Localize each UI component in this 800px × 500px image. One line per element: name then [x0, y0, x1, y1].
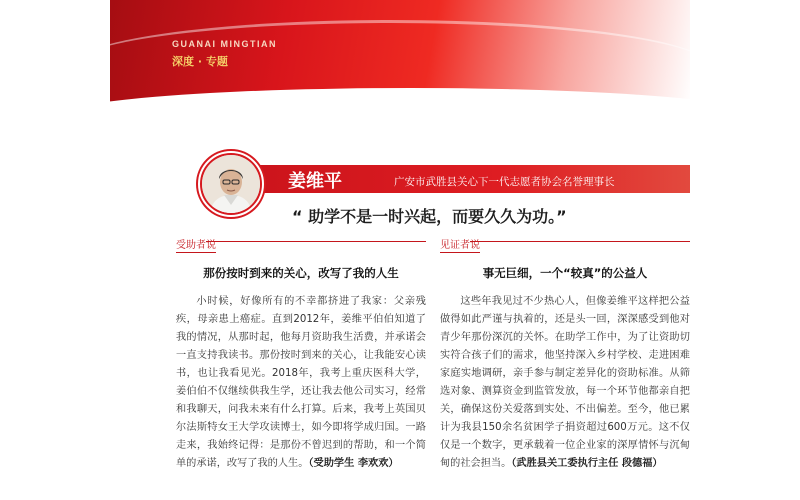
section-kicker-english: GUANAI MINGTIAN — [172, 39, 277, 49]
pull-quote: “ 助学不是一时兴起，而要久久为功。” — [292, 207, 567, 226]
column-body — [176, 293, 426, 473]
profile-name: 姜维平 — [288, 171, 342, 192]
witness-column — [440, 233, 690, 473]
tag-divider — [470, 241, 690, 242]
column-title: 事无巨细，一个“较真”的公益人 — [482, 266, 648, 280]
banner-wave-cutout — [110, 88, 690, 148]
column-title: 那份按时到来的关心，改写了我的人生 — [203, 266, 399, 280]
column-signature: （受助学生 李欢欢） — [308, 458, 399, 469]
column-body-text: 小时候，好像所有的不幸都挤进了我家：父亲残疾，母亲患上癌症。直到2012年，姜维平伯伯知道了我的情况，从那时起，他每月资助我生活费，并承诺会一直支持我读书。那份按时到来的关心，让我能安心读书，也让我看见光。2018年，我考上重庆医科大学，姜伯伯不仅继续供我生学，还让我去他公司实习，经常和我聊天，问我未来有什么打算。后来，我考上英国贝尔法斯特女王大学攻读博士，如今即将学成归国。一路走来，我始终记得：是那份不曾迟到的帮助，和一个简单的承诺，改写了我的人生。 — [176, 296, 426, 469]
column-tag: 受助者说 — [176, 236, 216, 253]
column-signature: （武胜县关工委执行主任 段德福） — [511, 458, 663, 469]
section-kicker-chinese: 深度 · 专题 — [172, 55, 228, 68]
column-tag: 见证者说 — [440, 236, 480, 253]
column-body-text: 这些年我见过不少热心人，但像姜维平这样把公益做得如此严谨与执着的，还是头一回，深深感受到他对青少年那份深沉的关怀。在助学工作中，为了让资助切实符合孩子们的需求，他坚持深入乡村学校、走进困难家庭实地调研，亲手参与制定差异化的资助标准。从筛选对象、测算资金到监管发放，每一个环节他都亲自把关，确保这份关爱落到实处、不出偏差。至今，他已累计为我县150余名贫困学子捐资超过600万元。这不仅仅是一个数字，更承载着一位企业家的深厚情怀与沉甸甸的社会担当。 — [440, 296, 690, 469]
tag-divider — [206, 241, 426, 242]
magazine-page — [110, 0, 690, 500]
avatar — [202, 155, 260, 213]
profile-title: 广安市武胜县关心下一代志愿者协会名誉理事长 — [394, 176, 615, 188]
beneficiary-column — [176, 233, 426, 473]
column-body — [440, 293, 690, 473]
portrait-illustration — [202, 155, 260, 213]
